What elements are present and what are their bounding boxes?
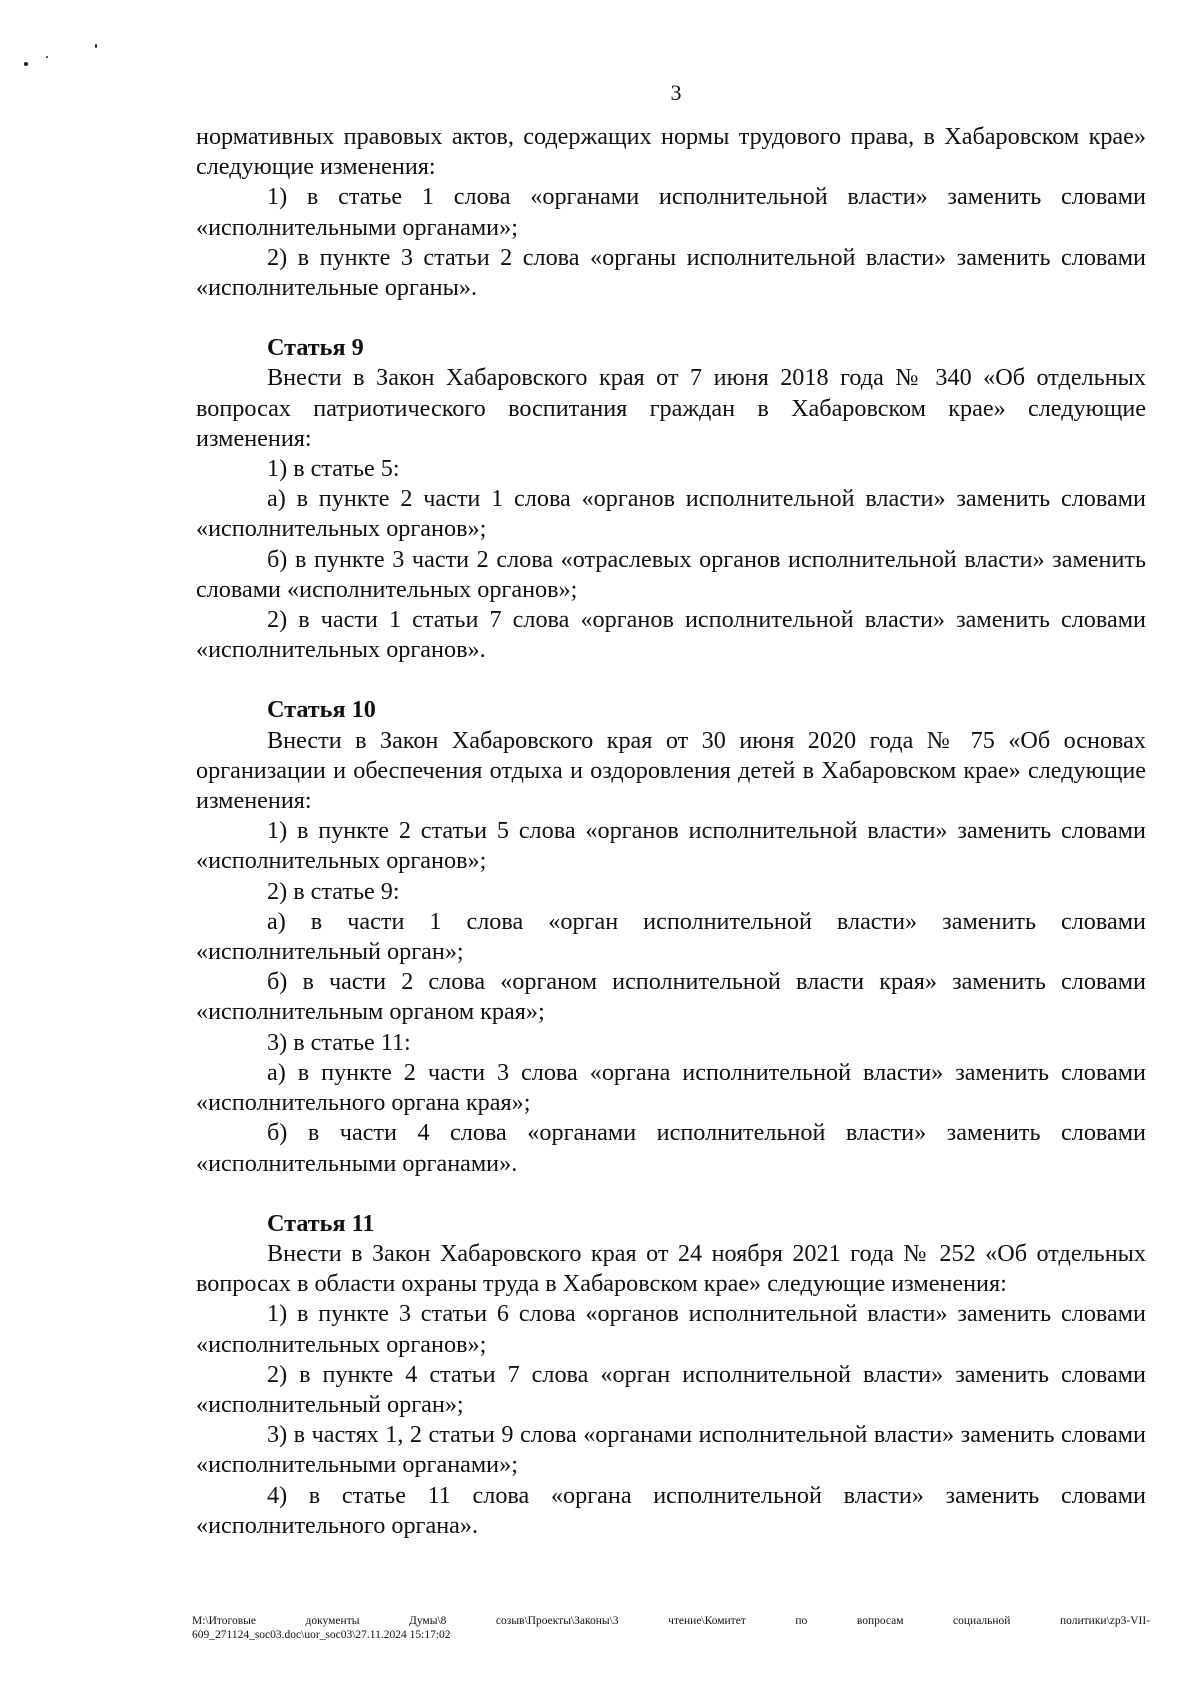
paragraph: б) в части 4 слова «органами исполнительной власти» заменить словами «исполнительными органами». [196,1119,1146,1177]
file-path-footer [192,1614,1150,1642]
scan-speck [46,56,48,58]
paragraph: 2) в статье 9: [267,877,400,905]
paragraph: 2) в пункте 4 статьи 7 слова «орган исполнительной власти» заменить словами «исполнительный орган»; [196,1360,1146,1418]
scan-speck [24,62,28,66]
article-heading: Статья 9 [267,334,364,362]
document-body [196,122,1146,1541]
paragraph: б) в части 2 слова «органом исполнительной власти края» заменить словами «исполнительным органом края»; [196,968,1146,1026]
paragraph-gap [196,665,1146,695]
paragraph: 2) в пункте 3 статьи 2 слова «органы исполнительной власти» заменить словами «исполнительные органы». [196,243,1146,302]
paragraph: Внести в Закон Хабаровского края от 7 июня 2018 года № 340 «Об отдельных вопросах патриотического воспитания граждан в Хабаровском крае» следующие изменения: [196,364,1146,452]
article-heading: Статья 11 [267,1209,375,1237]
paragraph: 1) в пункте 3 статьи 6 слова «органов исполнительной власти» заменить словами «исполнительных органов»; [196,1300,1146,1358]
paragraph: а) в части 1 слова «орган исполнительной власти» заменить словами «исполнительный орган»; [196,907,1146,966]
paragraph-gap [196,1179,1146,1209]
article-heading: Статья 10 [267,696,376,724]
paragraph: Внести в Закон Хабаровского края от 24 ноября 2021 года № 252 «Об отдельных вопросах в области охраны труда в Хабаровском крае» следующие изменения: [196,1239,1146,1298]
paragraph: 1) в статье 5: [267,455,400,483]
paragraph: а) в пункте 2 части 1 слова «органов исполнительной власти» заменить словами «исполнительных органов»; [196,485,1146,543]
paragraph: 1) в статье 1 слова «органами исполнительной власти» заменить словами «исполнительными органами»; [196,183,1146,241]
paragraph-gap [196,303,1146,333]
paragraph: 2) в части 1 статьи 7 слова «органов исполнительной власти» заменить словами «исполнительных органов». [196,606,1146,664]
page-number: 3 [670,80,682,105]
paragraph: нормативных правовых актов, содержащих нормы трудового права, в Хабаровском крае» следующие изменения: [196,123,1146,181]
paragraph: 3) в статье 11: [267,1028,411,1056]
scan-speck [95,44,97,48]
footer-path-line-2: 609_271124_soc03.doc\uor_soc03\27.11.2024 15:17:02 [192,1629,451,1641]
footer-path-line-1: M:\Итоговые документы Думы\8 созыв\Проекты\Законы\3 чтение\Комитет по вопросам социальной политики\zp3-VII- [192,1615,1150,1627]
paragraph: 3) в частях 1, 2 статьи 9 слова «органами исполнительной власти» заменить словами «исполнительными органами»; [196,1421,1146,1479]
paragraph: Внести в Закон Хабаровского края от 30 июня 2020 года № 75 «Об основах организации и обеспечения отдыха и оздоровления детей в Хабаровском крае» следующие изменения: [196,726,1146,815]
paragraph: 4) в статье 11 слова «органа исполнительной власти» заменить словами «исполнительного органа». [196,1481,1146,1539]
paragraph: а) в пункте 2 части 3 слова «органа исполнительной власти» заменить словами «исполнительного органа края»; [196,1058,1146,1117]
paragraph: б) в пункте 3 части 2 слова «отраслевых органов исполнительной власти» заменить словами «исполнительных органов»; [196,545,1146,603]
paragraph: 1) в пункте 2 статьи 5 слова «органов исполнительной власти» заменить словами «исполнительных органов»; [196,817,1146,875]
